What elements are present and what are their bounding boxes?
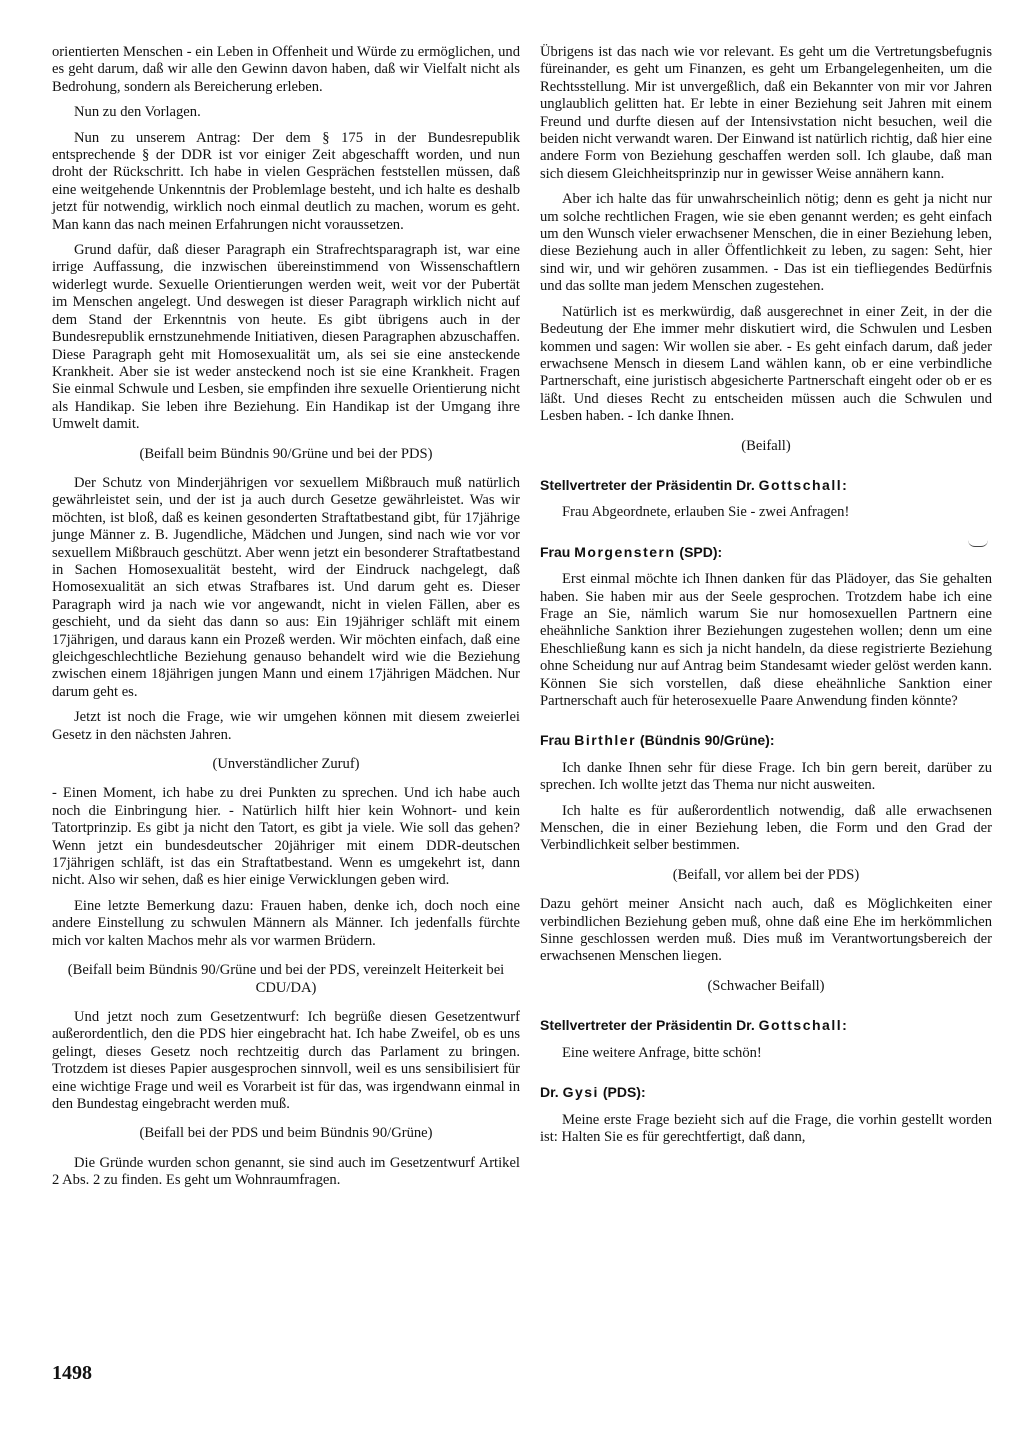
paragraph: Der Schutz von Minderjährigen vor sexuellem Mißbrauch muß natürlich gewährleistet sein, und der ist ja auch durch Gesetze gewährleistet. Was wir möchten, ist bloß, daß es keinen gesonderten Straftatbestand gibt, für 17jährige junge Männer z. B. Jugendliche, Mädchen und Jungen, sind nach wie vor vor sexuellem Mißbrauch geschützt. Aber wenn jetzt ein besonderer Straftatbestand in Sachen Homosexualität besteht, wird der Eindruck nachgelegt, daß Homosexualität an sich etwas Strafbares ist. Und darum geht es. Dieser Paragraph wird ja nach wie vor angewandt, nicht in vielen Fällen, aber es geschieht, und da sieht das dann so aus: Ein 19jähriger schläft mit einem 17jährigen, und daraus kann ein Prozeß werden. Wir möchten einfach, daß eine gleichgeschlechtliche Beziehung genauso behandelt wird wie die Beziehung zwischen einem 18jährigen jungen Mann und einem 17jährigen Mädchen. Nur darum geht es. bbox=[52, 474, 520, 700]
speaker-name: Gottschall bbox=[758, 476, 843, 493]
left-column bbox=[52, 44, 520, 1198]
speaker-suffix: (SPD): bbox=[675, 543, 723, 560]
page-number: 1498 bbox=[52, 1362, 92, 1384]
speaker-suffix: (Bündnis 90/Grüne): bbox=[636, 732, 775, 749]
interjection: (Beifall, vor allem bei der PDS) bbox=[672, 866, 860, 883]
speaker-suffix: : bbox=[842, 1017, 847, 1034]
paragraph: Nun zu den Vorlagen. bbox=[74, 104, 201, 121]
paragraph: Frau Abgeordnete, erlauben Sie - zwei Anfragen! bbox=[562, 504, 850, 521]
speaker-name: Morgenstern bbox=[574, 543, 676, 560]
speaker-prefix: Dr. bbox=[540, 1084, 563, 1101]
paragraph: Eine letzte Bemerkung dazu: Frauen haben, denke ich, doch noch eine andere Einstellung zu schwulen Männern als Männer. Ich jedenfalls fürchte mich vor kalten Machos mehr als vor warmen Brüdern. bbox=[52, 897, 520, 949]
paragraph: Jetzt ist noch die Frage, wie wir umgehen können mit diesem zweierlei Gesetz in den nächsten Jahren. bbox=[52, 709, 520, 743]
speaker-name: Gysi bbox=[562, 1084, 599, 1101]
speaker-heading bbox=[540, 1084, 992, 1101]
speaker-heading bbox=[540, 477, 992, 494]
paragraph: Dazu gehört meiner Ansicht nach auch, daß es Möglichkeiten einer verbindlichen Beziehung geben muß, ohne daß eine Ehe im herkömmlichen Sinne geschlossen werden muß. Dies muß im Verantwortungsbereich der erwachsenen Menschen liegen. bbox=[540, 896, 992, 965]
interjection: (Beifall bei der PDS und beim Bündnis 90/Grüne) bbox=[139, 1125, 433, 1142]
speaker-prefix: Frau bbox=[540, 732, 575, 749]
speaker-prefix: Stellvertreter der Präsidentin Dr. bbox=[540, 476, 759, 493]
speaker-suffix: : bbox=[842, 476, 847, 493]
speaker-prefix: Stellvertreter der Präsidentin Dr. bbox=[540, 1017, 759, 1034]
paragraph: Nun zu unserem Antrag: Der dem § 175 in der Bundesrepublik entsprechende § der DDR ist vor einiger Zeit abgeschafft worden, und nun droht der Rückschritt. Ich habe in vielen Gesprächen feststellen müssen, daß eine weitgehende Unkenntnis der Problemlage besteht, und ich halte es deshalb jetzt für notwendig, wirklich noch einmal deutlich zu machen, worum es geht. Man kann das nach meinen Erfahrungen nicht voraussetzen. bbox=[52, 129, 520, 233]
paragraph: Aber ich halte das für unwahrscheinlich nötig; denn es geht ja nicht nur um solche rechtlichen Fragen, wie sie eben genannt werden; es geht einfach um den Wunsch vieler erwachsener Menschen, die in einer Beziehung leben, diese Beziehung auch in aller Öffentlichkeit zu leben, zu sagen: Seht, hier sind wir, und wir gehören zusammen. - Das ist ein tiefliegendes Bedürfnis und das sollte man jedem Menschen zugestehen. bbox=[540, 191, 992, 295]
speaker-heading bbox=[540, 544, 992, 561]
paragraph: Grund dafür, daß dieser Paragraph ein Strafrechtsparagraph ist, war eine irrige Auffassung, die inzwischen übereinstimmend von Wissenschaftlern widerlegt wurde. Sexuelle Orientierungen werden weit, weit vor der Pubertät im Menschen angelegt. Und deswegen ist dieser Paragraph wirklich nicht auf dem Stand der Erkenntnis von heute. Es gibt übrigens auch in der Bundesrepublik ernstzunehmende Initiativen, diesen Paragraphen abzuschaffen. Diese Paragraph geht mit Homosexualität um, als sei sie eine ansteckende Krankheit. Aber sie ist weder ansteckend noch ist sie eine Krankheit. Fragen Sie einmal Schwule und Lesben, sie empfinden ihre sexuelle Orientierung nicht als Handikap. Sie leben ihre Beziehung. Ein Handikap ist der Umgang ihre Umwelt damit. bbox=[52, 242, 520, 433]
paragraph: Meine erste Frage bezieht sich auf die Frage, die vorhin gestellt worden ist: Halten Sie es für gerechtfertigt, daß dann, bbox=[540, 1111, 992, 1145]
interjection: (Beifall) bbox=[741, 437, 791, 454]
paragraph: Eine weitere Anfrage, bitte schön! bbox=[562, 1044, 762, 1061]
speaker-heading bbox=[540, 732, 992, 749]
paragraph: - Einen Moment, ich habe zu drei Punkten zu sprechen. Und ich habe auch noch die Einbringung hier. - Natürlich hilft hier kein Wohnort- und kein Tatortprinzip. Es gibt ja nicht den Tatort, es gibt ja viele. Wie soll das gehen? Wenn jetzt ein bundesdeutscher 20jähriger mit einem DDR-deutschen 17jährigen schläft, ist das ein Straftatbestand. Wenn es umgekehrt ist, dann nicht. Also wir sehen, daß es hier einige Verwicklungen geben wird. bbox=[52, 785, 520, 889]
paragraph: Ich danke Ihnen sehr für diese Frage. Ich bin gern bereit, darüber zu sprechen. Ich wollte jetzt das Thema nur nicht ausweiten. bbox=[540, 759, 992, 794]
speaker-name: Gottschall bbox=[758, 1017, 843, 1034]
speaker-name: Birthler bbox=[574, 732, 637, 749]
interjection: (Beifall beim Bündnis 90/Grüne und bei der PDS, vereinzelt Heiterkeit bei CDU/DA) bbox=[67, 962, 505, 996]
paragraph: Ich halte es für außerordentlich notwendig, daß alle erwachsenen Menschen, die in einer Beziehung leben, die Form und den Grad der Verbindlichkeit selber bestimmen. bbox=[540, 802, 992, 854]
paragraph: Und jetzt noch zum Gesetzentwurf: Ich begrüße diesen Gesetzentwurf außerordentlich, den die PDS hier eingebracht hat. Ich habe Zweifel, ob es uns gelingt, dieses Gesetz noch rechtzeitig durch das Parlament zu bringen. Trotzdem ist dieses Papier ausgesprochen sinnvoll, weil es uns sensibilisiert für eine wichtige Frage und weil es Vorarbeit ist für das, was irgendwann einmal in den Bundestag eingebracht werden muß. bbox=[52, 1008, 520, 1112]
paragraph: Die Gründe wurden schon genannt, sie sind auch im Gesetzentwurf Artikel 2 Abs. 2 zu finden. Es geht um Wohnraumfragen. bbox=[52, 1154, 520, 1189]
speaker-prefix: Frau bbox=[540, 543, 575, 560]
paragraph: orientierten Menschen - ein Leben in Offenheit und Würde zu ermöglichen, und es geht darum, daß wir alle den Gewinn davon haben, daß wir Vielfalt nicht als Bedrohung, sondern als Bereicherung erleben. bbox=[52, 44, 520, 95]
right-column bbox=[540, 44, 992, 1154]
paragraph: Erst einmal möchte ich Ihnen danken für das Plädoyer, das Sie gehalten haben. Sie haben mir aus der Seele gesprochen. Trotzdem habe ich eine Frage an Sie, nämlich warum Sie nur homosexuellen Partnern eine eheähnliche Sanktion ihrer Beziehungen zugestehen wollen; denn um eine Eheschließung kann es sich ja nicht handeln, da diese registrierte Beziehung ohne Scheidung nur auf Antrag beim Standesamt wieder gelöst werden kann. Können Sie sich vorstellen, daß diese eheähnliche Sanktion einer Partnerschaft auch für heterosexuelle Paare Anwendung finden könnte? bbox=[540, 571, 992, 709]
paragraph: Natürlich ist es merkwürdig, daß ausgerechnet in einer Zeit, in der die Bedeutung der Ehe immer mehr diskutiert wird, die Schwulen und Lesben kommen und sagen: Wir wollen sie aber. - Es geht einfach darum, daß jeder erwachsene Mensch in diesem Land wählen kann, ob er eine verbindliche Partnerschaft, eine juristisch abgesicherte Partnerschaft eingeht oder ob er es läßt. Und dieses Recht zu entscheiden müssen auch die Schwulen und Lesben haben. - Ich danke Ihnen. bbox=[540, 303, 992, 425]
speaker-heading bbox=[540, 1017, 992, 1034]
paragraph: Übrigens ist das nach wie vor relevant. Es geht um die Vertretungsbefugnis füreinander, es geht um Finanzen, es geht um Erbangelegenheiten, um die Rechtsstellung. Mir ist unvergeßlich, daß ein Bekannter von mir vor Jahren unglaublich gelitten hat. Er lebte in einer Beziehung seit Jahren mit einem Freund und durfte diesen auf der Intensivstation nicht besuchen, weil die beiden nicht verwandt waren. Der Einwand ist natürlich richtig, daß hier eine andere Form von Beziehung geschaffen werden soll. Ich glaube, daß man sich diesem Gleichheitsprinzip nur in gewisser Weise annähern kann. bbox=[540, 44, 992, 182]
interjection: (Schwacher Beifall) bbox=[707, 977, 825, 994]
speaker-suffix: (PDS): bbox=[598, 1084, 646, 1101]
interjection: (Unverständlicher Zuruf) bbox=[212, 756, 360, 773]
interjection: (Beifall beim Bündnis 90/Grüne und bei der PDS) bbox=[139, 445, 433, 462]
